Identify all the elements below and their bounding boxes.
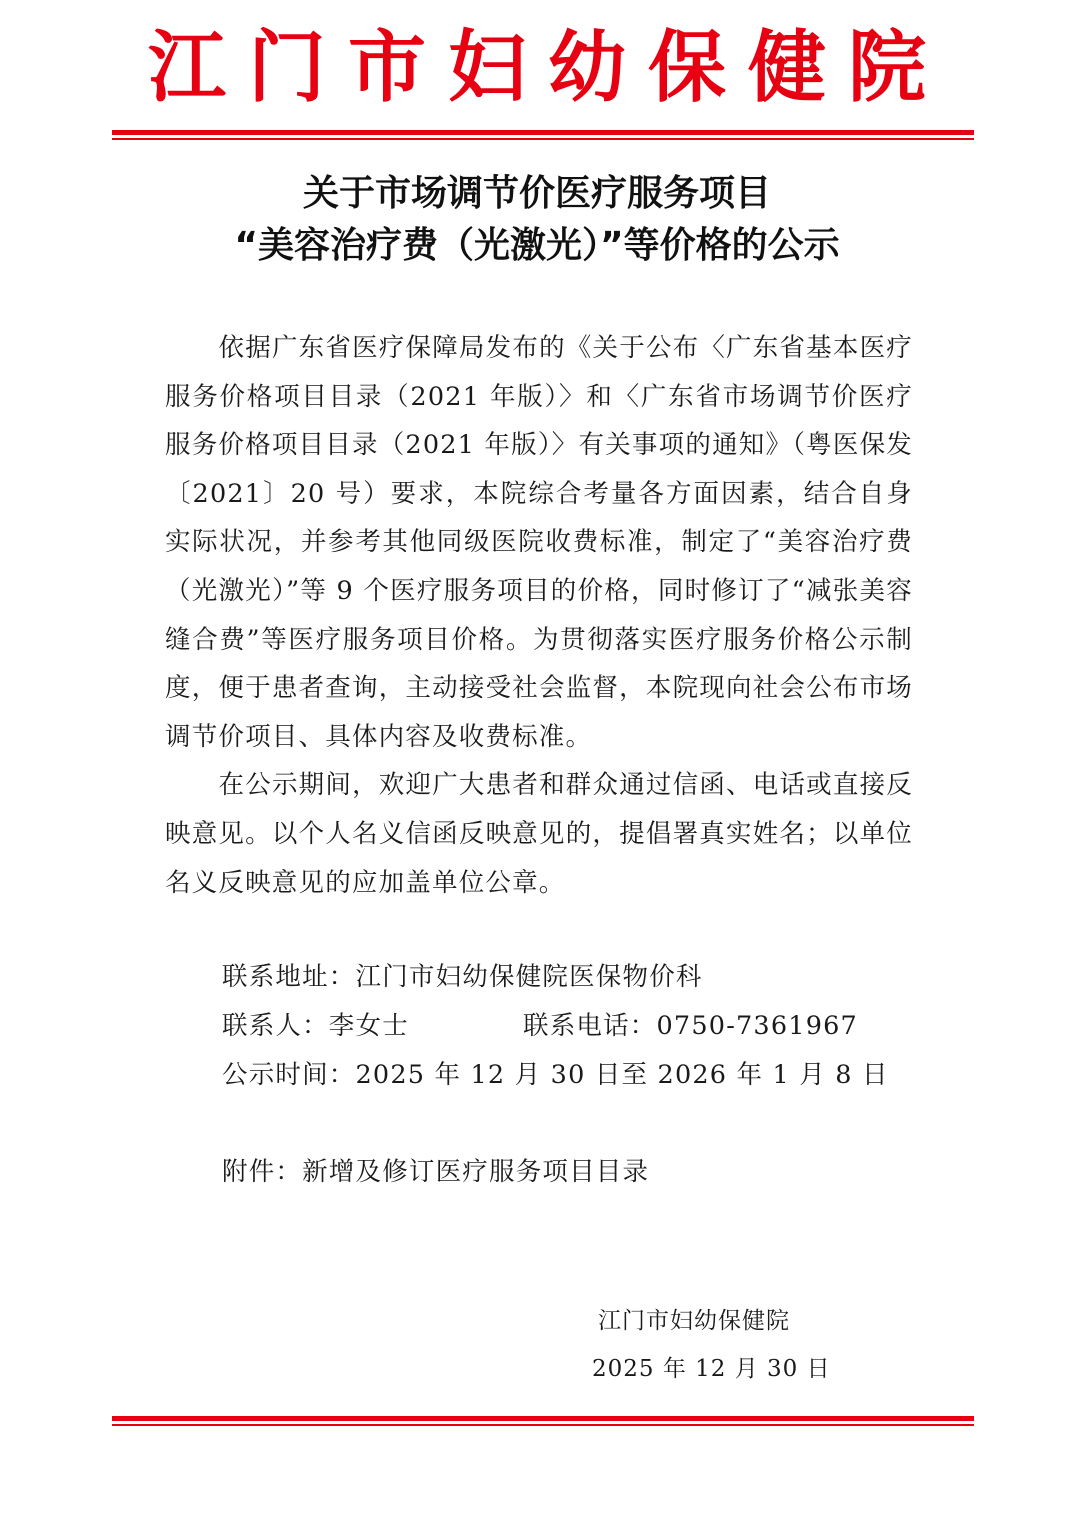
contact-person: 联系人：李女士 [222,1011,409,1041]
body-paragraph-2: 在公示期间，欢迎广大患者和群众通过信函、电话或直接反映意见。以个人名义信函反映意见的，提倡署真实姓名；以单位名义反映意见的应加盖单位公章。 [165,770,913,898]
header-rule-thick [112,130,974,135]
contact-phone: 联系电话：0750-7361967 [523,1011,858,1041]
body-paragraph-1: 依据广东省医疗保障局发布的《关于公布〈广东省基本医疗服务价格项目目录（2021 年版）〉和〈广东省市场调节价医疗服务价格项目目录（2021 年版）〉有关事项的通知》（粤医保发〔2021〕20 号）要求，本院综合考量各方面因素，结合自身实际状况，并参考其他同级医院收费标准，制定了“美容治疗费（光激光）”等 9 个医疗服务项目的价格，同时修订了“减张美容缝合费”等医疗服务项目价格。为贯彻落实医疗服务价格公示制度，便于患者查询，主动接受社会监督，本院现向社会公布市场调节价项目、具体内容及收费标准。 [165,333,913,752]
contact-address: 联系地址：江门市妇幼保健院医保物价科 [222,962,703,992]
signature-date: 2025 年 12 月 30 日 [592,1356,831,1382]
publicity-period: 公示时间：2025 年 12 月 30 日至 2026 年 1 月 8 日 [222,1060,889,1090]
header-rule-thin [112,138,974,140]
document-masthead: 江门市妇幼保健院 [147,22,948,113]
notice-body [165,324,913,907]
signature-org: 江门市妇幼保健院 [598,1308,790,1334]
footer-rule-thick [112,1416,974,1421]
notice-title-line1: 关于市场调节价医疗服务项目 [302,173,771,214]
footer-rule-thin [112,1424,974,1426]
attachment-note: 附件：新增及修订医疗服务项目目录 [222,1157,650,1187]
notice-title-line2: “美容治疗费（光激光）”等价格的公示 [234,225,840,266]
